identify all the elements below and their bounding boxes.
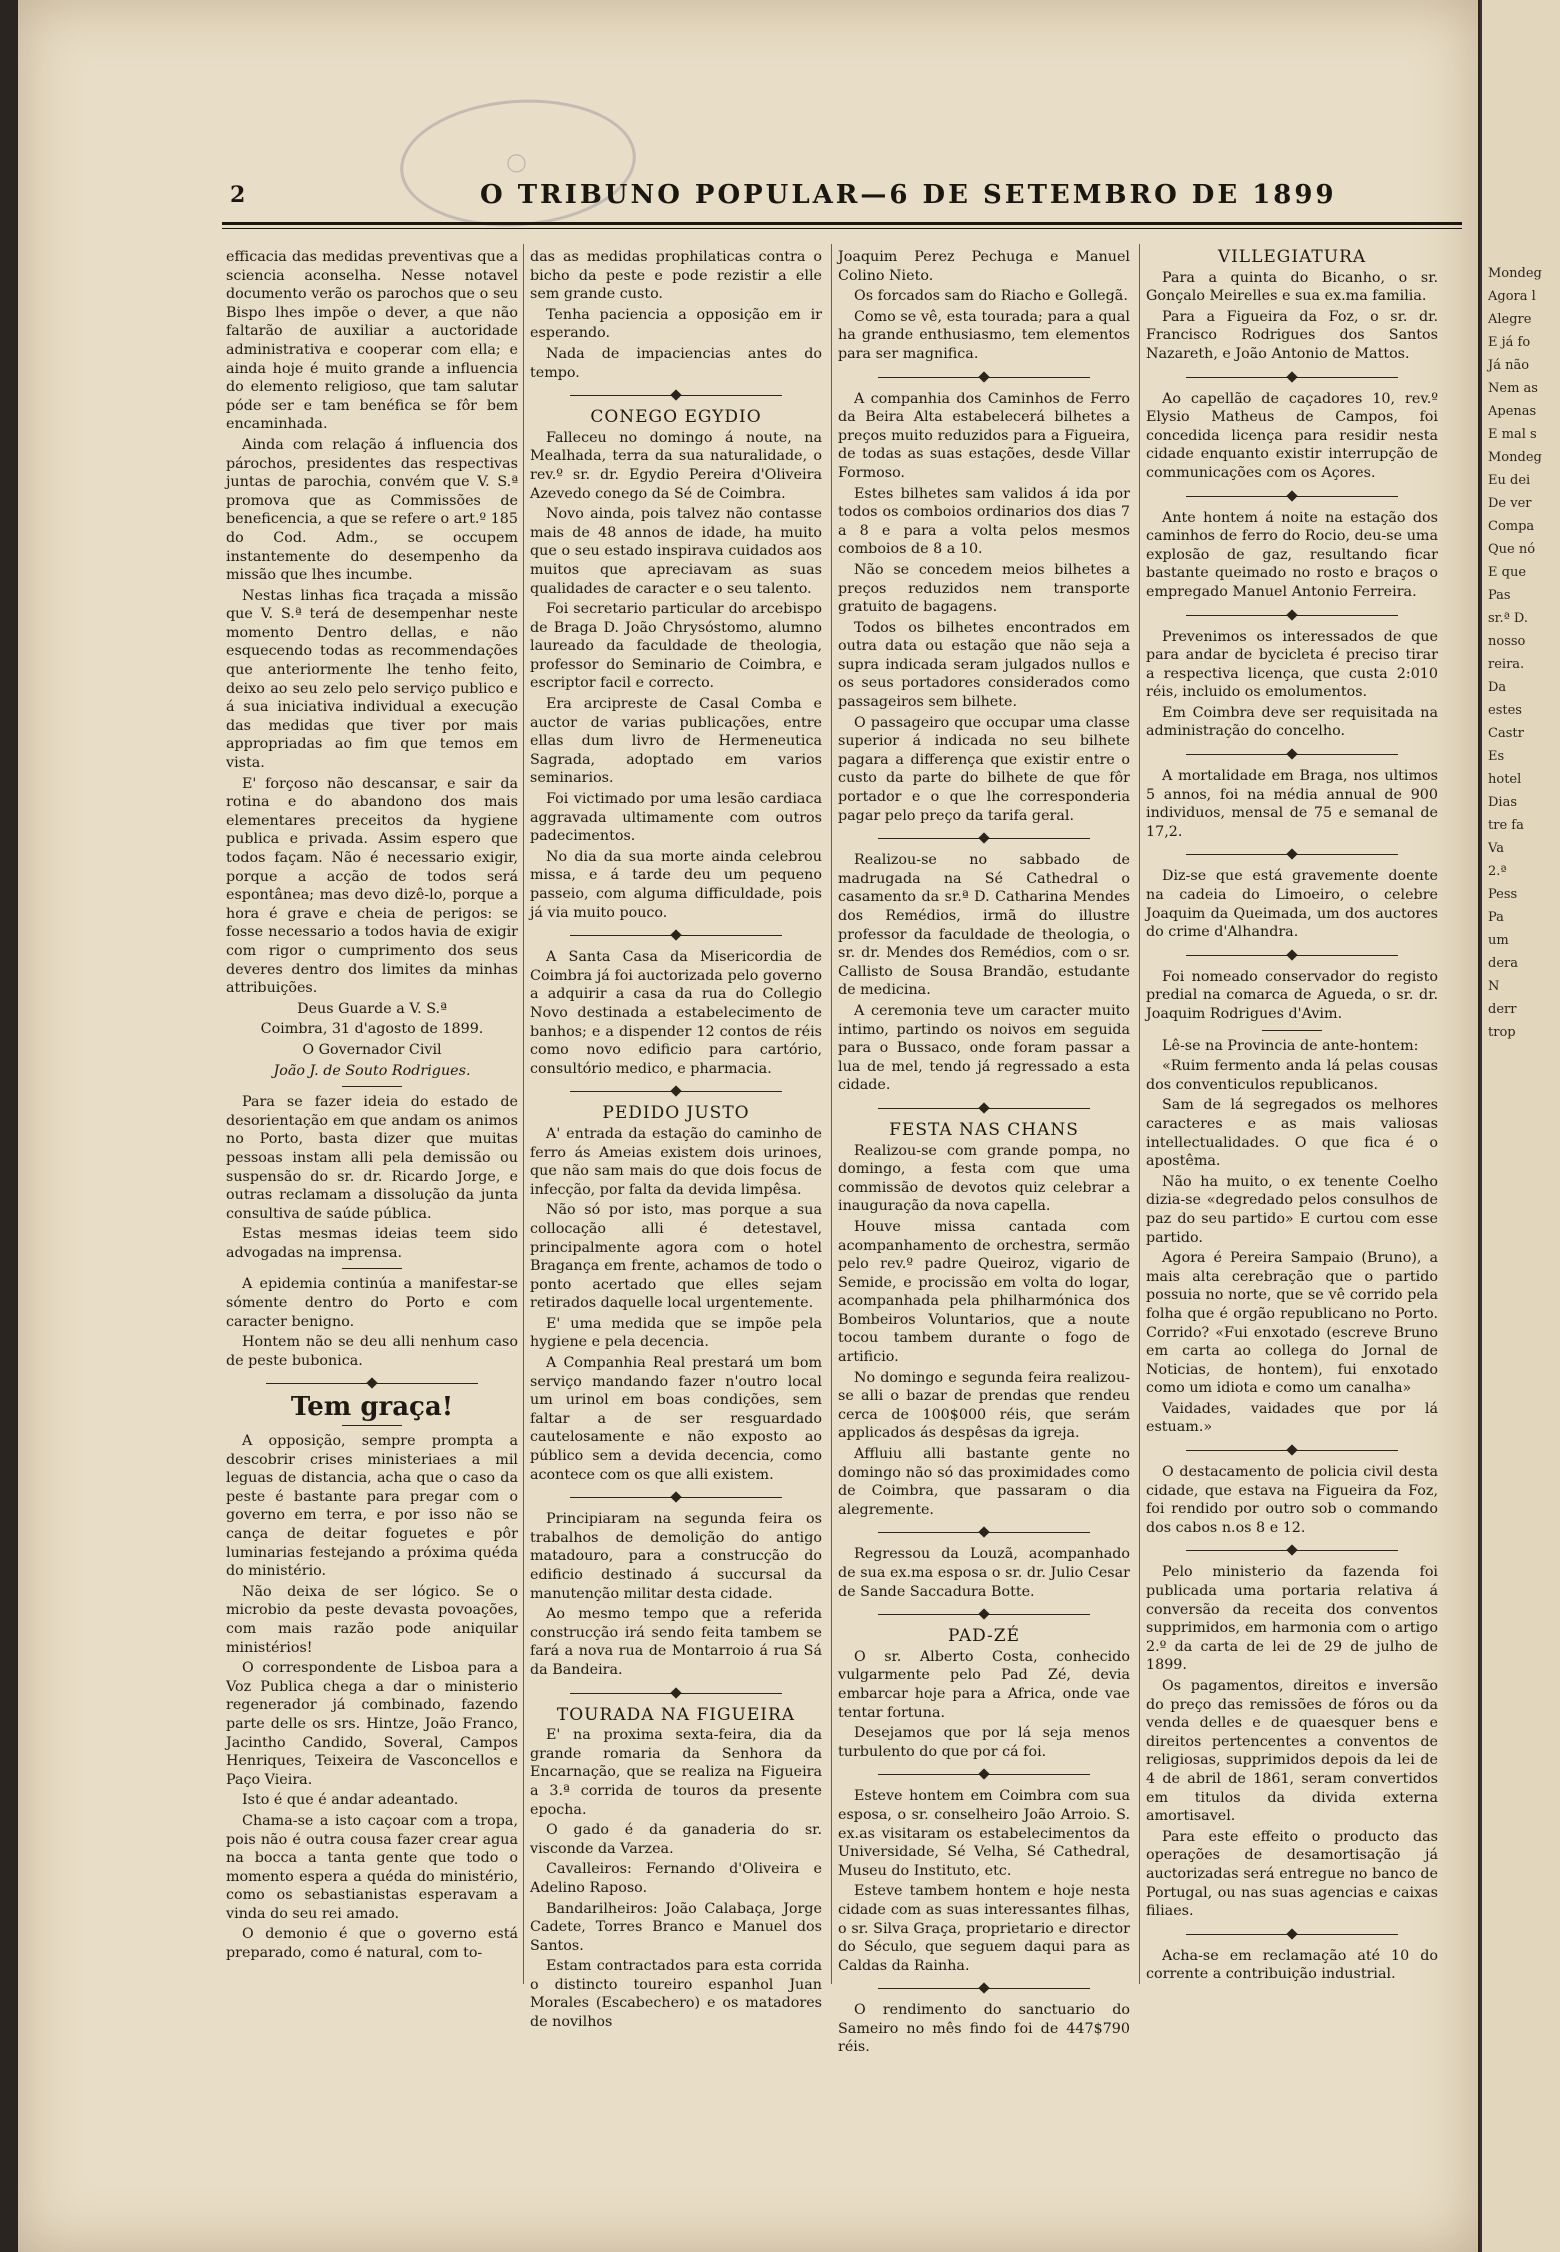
paragraph: O demonio é que o governo está preparado, como é natural, com to- (226, 1926, 518, 1962)
library-stamp: ◯ (396, 92, 640, 234)
paragraph: Desejamos que por lá seja menos turbulento do que por cá foi. (838, 1725, 1130, 1760)
paragraph: O correspondente de Lisboa para a Voz Publica chega a dar o ministerio regenerador já combinado, fazendo parte delle os srs. Hintze, João Franco, Jacintho Candido, Soveral, Campos Henriques, Teixeira de Vasconcellos e Paço Vieira. (226, 1660, 518, 1788)
paragraph: Os pagamentos, direitos e inversão do preço das remissões de fóros ou da venda delles e de quaesquer bens e direitos pertencentes a conventos de religiosas, supprimidos depois da lei de 4 de abril de 1861, seram convertidos em titulos da divida externa amortisavel. (1146, 1678, 1438, 1825)
paragraph: Falleceu no domingo á noute, na Mealhada, terra da sua naturalidade, o rev.º sr. dr. Egydio Pereira d'Oliveira Azevedo conego da Sé de Coimbra. (530, 429, 822, 502)
paragraph: Para a quinta do Bicanho, o sr. Gonçalo Meirelles e sua ex.ma familia. (1146, 269, 1438, 305)
next-page-fragment: Pa (1488, 910, 1504, 925)
ornament-separator (1186, 1545, 1398, 1555)
signature-title: O Governador Civil (302, 1041, 442, 1058)
next-page-fragment: Da (1488, 680, 1507, 695)
paragraph: «Ruim fermento anda lá pelas cousas dos conventiculos republicanos. (1146, 1058, 1438, 1093)
ornament-separator (1186, 1929, 1398, 1939)
paragraph: Esteve hontem em Coimbra com sua esposa, o sr. conselheiro João Arroio. S. ex.as visitaram os estabelecimentos da Universidade, Sé Velha, Sé Cathedral, Museu do Instituto, etc. (838, 1788, 1130, 1879)
separator (342, 1268, 402, 1269)
page-number: 2 (230, 182, 246, 208)
next-page-fragment: Mondeg (1488, 266, 1542, 281)
paragraph: Ante hontem á noite na estação dos caminhos de ferro do Rocio, deu-se uma explosão de gaz, resultando ficar bastante queimado no rosto e braços o empregado Manuel Antonio Ferreira. (1146, 509, 1438, 600)
column-divider (523, 244, 524, 1984)
paragraph: Lê-se na Provincia de ante-hontem: (1162, 1037, 1419, 1054)
paragraph: Prevenimos os interessados de que para andar de bycicleta é preciso tirar a respectiva licença, que custa 2:010 réis, incluido os emolumentos. (1146, 628, 1438, 701)
next-page-fragment: Agora l (1488, 289, 1536, 304)
paragraph: Não só por isto, mas porque a sua collocação alli é detestavel, principalmente agora com o hotel Bragança em frente, achamos de todo o ponto acertado que elles sejam retirados daquelle local urgentemente. (530, 1202, 822, 1312)
separator (342, 1425, 402, 1426)
ornament-separator (570, 930, 782, 940)
paragraph: O passageiro que occupar uma classe superior á indicada no seu bilhete pagara a differença que existir entre o custo da parte do bilhete de que fôr portador e o que lhe corresponderia pagar pelo preço da tarifa geral. (838, 714, 1130, 824)
separator (342, 1086, 402, 1087)
next-page-fragment: Es (1488, 749, 1505, 764)
separator (1262, 1030, 1322, 1031)
column-divider (831, 244, 832, 1984)
paragraph: O sr. Alberto Costa, conhecido vulgarmente pelo Pad Zé, devia embarcar hoje para a Africa, onde vae tentar fortuna. (838, 1648, 1130, 1721)
paragraph: Esteve tambem hontem e hoje nesta cidade com as suas interessantes filhas, o sr. Silva Graça, proprietario e director do Século, que seguem daqui para as Caldas da Rainha. (838, 1883, 1130, 1974)
next-page-fragment: 2.ª (1488, 864, 1507, 879)
ornament-separator (570, 1086, 782, 1096)
paragraph: E' forçoso não descansar, e sair da rotina e do abandono dos mais elementares preceitos da hygiene publica e privada. Assim espero que todos façam. Não é necessario exigir, porque a acção de todos será espontânea; mas devo dizê-lo, porque a hora é grave e cheia de perigos: se fosse necessario a todos havia de exigir com rigor o cumprimento dos seus deveres dentro dos limites da minhas attribuições. (226, 775, 518, 997)
paragraph: Affluiu alli bastante gente no domingo não só das proximidades como de Coimbra, que passaram o dia alegremente. (838, 1446, 1130, 1518)
paragraph: Houve missa cantada com acompanhamento de orchestra, sermão pelo rev.º padre Queiroz, vigario de Semide, e procissão em volta do logar, acompanhada pela philharmónica dos Bombeiros Voluntarios, que a noute tocou tambem durante o fogo de artificio. (838, 1218, 1130, 1366)
next-page-fragment: Eu dei (1488, 473, 1531, 488)
paragraph: A epidemia continúa a manifestar-se sómente dentro do Porto e com caracter benigno. (226, 1276, 518, 1330)
next-page-fragment: Castr (1488, 726, 1524, 741)
ornament-separator (878, 1527, 1090, 1537)
paragraph: Realizou-se no sabbado de madrugada na Sé Cathedral o casamento da sr.ª D. Catharina Mendes dos Remédios, irmã do illustre professor da faculdade de theologia, o sr. dr. Mendes dos Remédios, com o sr. Callisto de Sousa Brandão, estudante de medicina. (838, 852, 1130, 999)
paragraph: Nestas linhas fica traçada a missão que V. S.ª terá de desempenhar neste momento Dentro dellas, e não esquecendo todas as recommendações que anteriormente lhe tenho feito, deixo ao seu zelo pelo serviço publico e á sua iniciativa individual a execução das medidas que tiver por mais appropriadas ao fim que temos em vista. (226, 587, 518, 772)
ornament-separator (266, 1378, 478, 1388)
next-page-fragment: sr.ª D. (1488, 611, 1528, 626)
paragraph: E' uma medida que se impõe pela hygiene e pela decencia. (530, 1315, 822, 1351)
next-page-fragment: Que nó (1488, 542, 1536, 557)
next-page-fragment: E que (1488, 565, 1527, 580)
article-heading: PAD-ZÉ (947, 1626, 1021, 1647)
paragraph: O destacamento de policia civil desta cidade, que estava na Figueira da Foz, foi rendido por outro sob o commando dos cabos n.os 8 e 12. (1146, 1464, 1438, 1536)
paragraph: Cavalleiros: Fernando d'Oliveira e Adelino Raposo. (530, 1861, 822, 1896)
paragraph: Não deixa de ser lógico. Se o microbio da peste devasta povoações, com mais razão pode aniquilar ministérios! (226, 1583, 518, 1656)
paragraph: Tenha paciencia a opposição em ir esperando. (530, 306, 822, 342)
ornament-separator (1186, 849, 1398, 859)
paragraph: Estas mesmas ideias teem sido advogadas na imprensa. (226, 1226, 518, 1261)
next-page-fragment: Apenas (1488, 404, 1537, 419)
paragraph: Para este effeito o producto das operações de desamortisação já auctorizadas será entregue no banco de Portugal, ou nas suas agencias e caixas filiaes. (1146, 1828, 1438, 1920)
paragraph: Vaidades, vaidades que por lá estuam.» (1146, 1400, 1438, 1436)
header-rule-thin (222, 228, 1462, 229)
ornament-separator (570, 390, 782, 400)
column-3 (838, 248, 1130, 2059)
paragraph: Agora é Pereira Sampaio (Bruno), a mais alta cerebração que o partido possuia no norte, que se vê corrido pela folha que é orgão republicano no Porto. Corrido? «Fui enxotado (escreve Bruno em carta ao collega do Jornal de Noticias, de hontem), fui enxotado como um idiota e como um canalha» (1146, 1250, 1438, 1397)
ornament-separator (878, 372, 1090, 382)
ornament-separator (878, 1609, 1090, 1619)
paragraph: Ainda com relação á influencia dos párochos, presidentes das respectivas juntas de parochia, convém que V. S.ª promova que as Commissões de beneficencia, a que se refere o art.º 185 do Cod. Adm., se occupem instantemente do desempenho da missão que lhes incumbe. (226, 436, 518, 584)
next-page-fragment: Compa (1488, 519, 1535, 534)
paragraph: Nada de impaciencias antes do tempo. (530, 345, 822, 381)
paragraph: Em Coimbra deve ser requisitada na administração do concelho. (1146, 704, 1438, 740)
paragraph: Os forcados sam do Riacho e Gollegã. (854, 288, 1128, 305)
ornament-separator (878, 833, 1090, 843)
paragraph: Estes bilhetes sam validos á ida por todos os comboios ordinarios dos dias 7 a 8 e para a volta pelos mesmos comboios de 8 a 10. (838, 485, 1130, 558)
next-page-fragment: Nem as (1488, 381, 1538, 396)
column-divider (1139, 244, 1140, 1984)
paragraph: Regressou da Louzã, acompanhado de sua ex.ma esposa o sr. dr. Julio Cesar de Sande Saccadura Botte. (838, 1546, 1130, 1600)
next-page-fragment: N (1488, 979, 1500, 994)
ornament-separator (1186, 372, 1398, 382)
paragraph: Principiaram na segunda feira os trabalhos de demolição do antigo matadouro, para a construcção do edificio destinado á succursal da manutenção militar desta cidade. (530, 1511, 822, 1602)
ornament-separator (878, 1103, 1090, 1113)
next-page-fragment: Pess (1488, 887, 1518, 902)
next-page-fragment: Mondeg (1488, 450, 1542, 465)
column-4 (1146, 248, 1438, 1986)
next-page-fragment: reira. (1488, 657, 1525, 672)
next-page-fragment: De ver (1488, 496, 1532, 511)
paragraph: A' entrada da estação do caminho de ferro ás Ameias existem dois urinoes, que não sam mais do que dois focus de infecção, por falta da devida limpêsa. (530, 1125, 822, 1198)
paragraph: Bandarilheiros: João Calabaça, Jorge Cadete, Torres Branco e Manuel dos Santos. (530, 1900, 822, 1954)
article-heading: Tem graça! (290, 1392, 454, 1423)
paragraph: Realizou-se com grande pompa, no domingo, a festa com que uma commissão de devotos quiz celebrar a inauguração da nova capella. (838, 1142, 1130, 1215)
paragraph: Sam de lá segregados os melhores caracteres e as mais valiosas intellectualidades. O que fica é o apostêma. (1146, 1097, 1438, 1170)
next-page-edge (1480, 0, 1560, 2252)
next-page-fragment: Alegre (1488, 312, 1532, 327)
paragraph: O rendimento do sanctuario do Sameiro no mês findo foi de 447$790 réis. (838, 2002, 1130, 2056)
paragraph: Todos os bilhetes encontrados em outra data ou estação que não seja a supra indicada seram julgados nullos e os seus portadores considerados como passageiros sem bilhete. (838, 619, 1130, 711)
ornament-separator (570, 1688, 782, 1698)
paragraph: A opposição, sempre prompta a descobrir crises ministeriaes a mil leguas de distancia, acha que o caso da peste é bastante para pregar com o governo em terra, e por isso não se cança de deitar foguetes e pôr luminarias festejando a próxima quéda do ministério. (226, 1433, 518, 1580)
ornament-separator (878, 1769, 1090, 1779)
paragraph: No dia da sua morte ainda celebrou missa, e á tarde deu um pequeno passeio, com alguma difficuldade, pois já via muito pouco. (530, 848, 822, 921)
next-page-fragment: nosso (1488, 634, 1526, 649)
next-page-fragment: dera (1488, 956, 1518, 971)
paragraph: Foi victimado por uma lesão cardiaca aggravada ultimamente com outros padecimentos. (530, 791, 822, 845)
next-page-fragment: um (1488, 933, 1509, 948)
ornament-separator (1186, 491, 1398, 501)
paragraph: Para a Figueira da Foz, o sr. dr. Francisco Rodrigues dos Santos Nazareth, e João Antonio de Mattos. (1146, 308, 1438, 362)
paragraph: Acha-se em reclamação até 10 do corrente a contribuição industrial. (1146, 1947, 1438, 1983)
paragraph: Para se fazer ideia do estado de desorientação em que andam os animos no Porto, basta dizer que muitas pessoas instam alli pela demissão ou suspensão do sr. dr. Ricardo Jorge, e outras reclamam a dissolução da junta consultiva de saúde pública. (226, 1094, 518, 1222)
paragraph: O gado é da ganaderia do sr. visconde da Varzea. (530, 1822, 822, 1857)
next-page-fragment: trop (1488, 1025, 1516, 1040)
signature-name: João J. de Souto Rodrigues. (273, 1062, 471, 1079)
column-1 (226, 248, 518, 1965)
next-page-fragment: derr (1488, 1002, 1517, 1017)
paragraph: Foi secretario particular do arcebispo de Braga D. João Chrysóstomo, alumno laureado da faculdade de theologia, professor do Seminario de Coimbra, e escriptor facil e correcto. (530, 601, 822, 692)
next-page-fragment: Já não (1488, 358, 1530, 373)
paragraph: A companhia dos Caminhos de Ferro da Beira Alta estabelecerá bilhetes a preços muito reduzidos para a Figueira, de todas as suas estações, desde Villar Formoso. (838, 390, 1130, 481)
paragraph: Chama-se a isto caçoar com a tropa, pois não é outra cousa fazer crear agua na bocca a tanta gente que todo o momento espera a quéda do ministério, como os sebastianistas esperavam a vinda do seu rei amado. (226, 1812, 518, 1922)
header-rule (222, 222, 1462, 225)
paragraph: Novo ainda, pois talvez não contasse mais de 48 annos de idade, ha muito que o seu estado inspirava cuidados aos muitos que apreciavam as suas qualidades de caracter e o seu talento. (530, 506, 822, 597)
next-page-fragment: hotel (1488, 772, 1522, 787)
paragraph: Pelo ministerio da fazenda foi publicada uma portaria relativa á conversão da receita dos conventos supprimidos, em harmonia com o artigo 2.º da carta de lei de 29 de julho de 1899. (1146, 1564, 1438, 1674)
paragraph: Joaquim Perez Pechuga e Manuel Colino Nieto. (838, 249, 1130, 284)
ornament-separator (1186, 749, 1398, 759)
paragraph: No domingo e segunda feira realizou-se alli o bazar de prendas que rendeu cerca de 100$000 réis, que serám applicados ás despêsas da igreja. (838, 1369, 1130, 1442)
next-page-fragment: Pas (1488, 588, 1511, 603)
paragraph: A Companhia Real prestará um bom serviço mandando fazer n'outro local um urinol em boas condições, sem faltar a de ser resguardado cautelosamente e não exposto ao público sem a devida decencia, como acontece com os que alli existem. (530, 1355, 822, 1483)
column-2 (530, 248, 822, 2034)
paragraph: E' na proxima sexta-feira, dia da grande romaria da Senhora da Encarnação, que se realiza na Figueira a 3.ª corrida de touros da presente epocha. (530, 1727, 822, 1818)
paragraph: Estam contractados para esta corrida o distincto toureiro espanhol Juan Morales (Escabechero) e os matadores de novilhos (530, 1958, 822, 2031)
paragraph: efficacia das medidas preventivas que a sciencia aconselha. Nesse notavel documento verão os parochos que o seu Bispo lhes impõe o dever, a que não faltarão de auxiliar a auctoridade administrativa e cooperar com ella; e ainda hoje é muito grande a influencia do elemento religioso, que tam salutar póde ser e tam benéfica se fôr bem encaminhada. (226, 249, 518, 433)
next-page-fragment: tre fa (1488, 818, 1524, 833)
ornament-separator (878, 1983, 1090, 1993)
ornament-separator (570, 1492, 782, 1502)
masthead: O TRIBUNO POPULAR—6 DE SETEMBRO DE 1899 (480, 180, 1337, 210)
ornament-separator (1186, 1445, 1398, 1455)
paragraph: Hontem não se deu alli nenhum caso de peste bubonica. (226, 1334, 518, 1369)
paragraph: Não ha muito, o ex tenente Coelho dizia-se «degredado pelos consulhos de paz do seu partido» E curtou com esse partido. (1146, 1173, 1438, 1246)
next-page-fragment: Va (1488, 841, 1504, 856)
salutation: Deus Guarde a V. S.ª (297, 1000, 447, 1017)
next-page-fragment: Dias (1488, 795, 1518, 810)
paragraph: Como se vê, esta tourada; para a qual ha grande enthusiasmo, tem elementos para ser magnifica. (838, 308, 1130, 362)
ornament-separator (1186, 950, 1398, 960)
paragraph: Diz-se que está gravemente doente na cadeia do Limoeiro, o celebre Joaquim da Queimada, um dos auctores do crime d'Alhandra. (1146, 868, 1438, 941)
paragraph: A Santa Casa da Misericordia de Coimbra já foi auctorizada pelo governo a adquirir a casa da rua do Collegio Novo destinada a estabelecimento de banhos; e a dispender 12 contos de réis como novo edificio para cartório, consultório medico, e pharmacia. (530, 949, 822, 1077)
paragraph: A ceremonia teve um caracter muito intimo, partindo os noivos em seguida para o Bussaco, onde foram passar a lua de mel, tendo já regressado a esta cidade. (838, 1002, 1130, 1094)
paragraph: Foi nomeado conservador do registo predial na comarca de Agueda, o sr. dr. Joaquim Rodrigues d'Avim. (1146, 968, 1438, 1022)
article-heading: PEDIDO JUSTO (602, 1103, 750, 1124)
article-heading: TOURADA NA FIGUEIRA (556, 1704, 796, 1725)
paragraph: Era arcipreste de Casal Comba e auctor de varias publicações, entre ellas dum livro de Hermeneutica Sagrada, adoptado em varios seminarios. (530, 696, 822, 787)
article-heading: FESTA NAS CHANS (889, 1119, 1079, 1140)
article-heading: CONEGO EGYDIO (590, 407, 762, 428)
paragraph: Ao capellão de caçadores 10, rev.º Elysio Matheus de Campos, foi concedida licença para residir nesta cidade enquanto existir interrupção de communicações com os Açores. (1146, 390, 1438, 481)
paragraph: Ao mesmo tempo que a referida construcção irá sendo feita tambem se fará a nova rua de Montarroio á rua Sá da Bandeira. (530, 1606, 822, 1678)
next-page-fragment: E mal s (1488, 427, 1537, 442)
dateline: Coimbra, 31 d'agosto de 1899. (260, 1021, 484, 1038)
article-heading: VILLEGIATURA (1217, 247, 1367, 267)
paragraph: Isto é que é andar adeantado. (242, 1792, 459, 1809)
paragraph: Não se concedem meios bilhetes a preços reduzidos nem transporte gratuito de bagagens. (838, 561, 1130, 616)
ornament-separator (1186, 610, 1398, 620)
paragraph: A mortalidade em Braga, nos ultimos 5 annos, foi na média annual de 900 individuos, mensal de 75 e semanal de 17,2. (1146, 768, 1438, 840)
next-page-fragment: estes (1488, 703, 1522, 718)
next-page-fragment: E já fo (1488, 335, 1531, 350)
paragraph: das as medidas prophilaticas contra o bicho da peste e pode rezistir a elle sem grande custo. (530, 249, 822, 303)
